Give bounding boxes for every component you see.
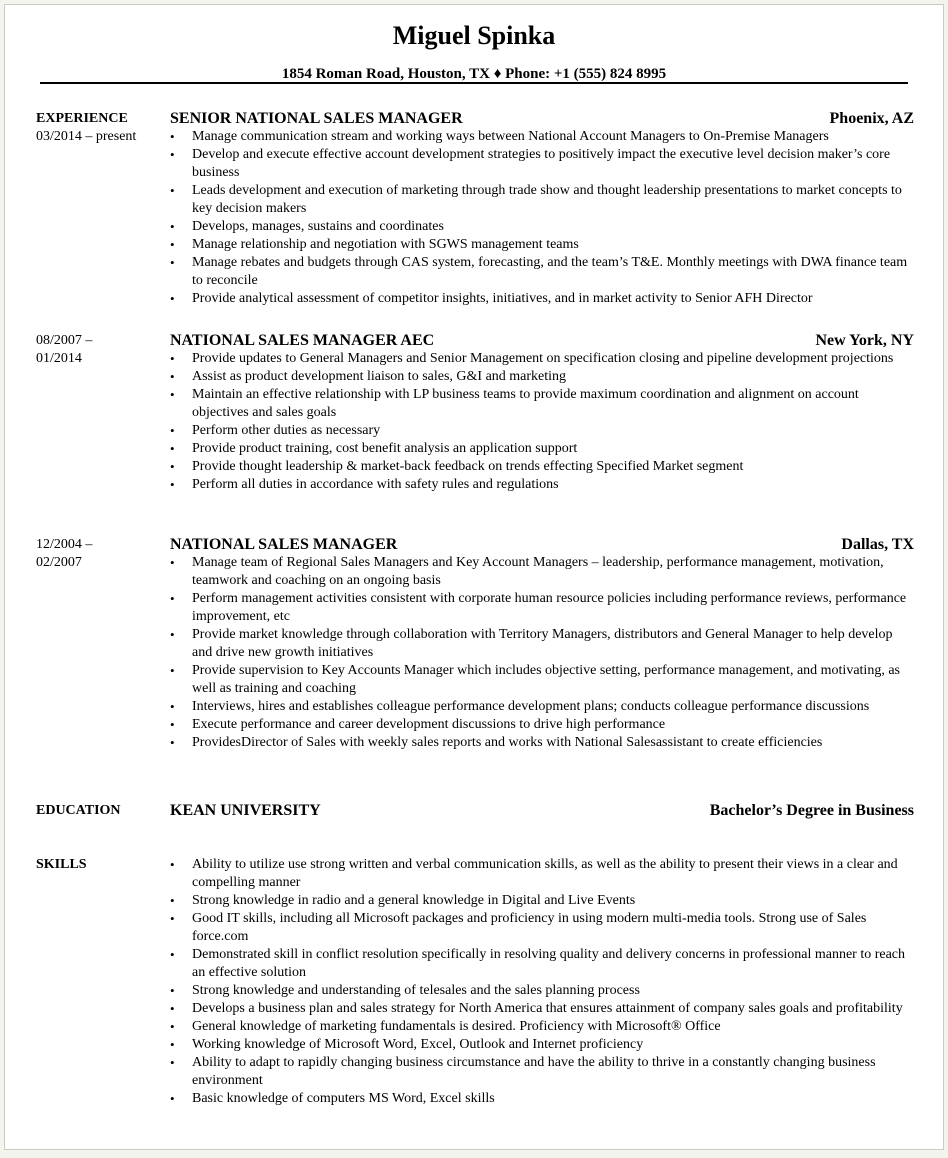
experience-heading: EXPERIENCE: [36, 111, 128, 126]
list-item: • Ability to utilize use strong written and verbal communication skills, as well as the ability to present their views in a clear and compelling manner: [170, 856, 914, 892]
experience-left: [36, 536, 126, 572]
experience-left: [36, 332, 126, 368]
list-item: • Manage relationship and negotiation with SGWS management teams: [170, 236, 914, 254]
entry-header: [170, 536, 914, 554]
list-item: • Perform other duties as necessary: [170, 422, 914, 440]
entry-dates: 12/2004 – 02/2007: [36, 537, 93, 570]
entry-body: [170, 332, 914, 494]
entry-body: [170, 536, 914, 752]
duties-list: [170, 350, 914, 494]
candidate-name: Miguel Spinka: [392, 21, 556, 50]
list-item: • Working knowledge of Microsoft Word, Excel, Outlook and Internet proficiency: [170, 1036, 914, 1054]
school-name: KEAN UNIVERSITY: [170, 802, 321, 819]
duties-list: [170, 128, 914, 308]
education-header: [170, 802, 914, 820]
job-title: SENIOR NATIONAL SALES MANAGER: [170, 110, 463, 127]
skills-left: [36, 856, 164, 874]
duties-list: [170, 554, 914, 752]
list-item: • Perform all duties in accordance with safety rules and regulations: [170, 476, 914, 494]
list-item: • Good IT skills, including all Microsoft packages and proficiency in using modern multi-media tools. Strong use of Sales force.com: [170, 910, 914, 946]
contact-line: 1854 Roman Road, Houston, TX ♦ Phone: +1 (555) 824 8995: [281, 66, 667, 82]
education-left: [36, 802, 164, 820]
education-body: [170, 802, 914, 820]
list-item: • Provide thought leadership & market-back feedback on trends effecting Specified Market segment: [170, 458, 914, 476]
list-item: • Provide market knowledge through collaboration with Territory Managers, distributors and General Manager to help develop and drive new growth initiatives: [170, 626, 914, 662]
skills-body: [170, 856, 914, 1108]
skills-list: [170, 856, 914, 1108]
list-item: • Manage communication stream and working ways between National Account Managers to On-Premise Managers: [170, 128, 914, 146]
header-divider: [40, 82, 908, 84]
list-item: • Provide updates to General Managers and Senior Management on specification closing and pipeline development projections: [170, 350, 914, 368]
job-title: NATIONAL SALES MANAGER: [170, 536, 398, 553]
list-item: • Perform management activities consistent with corporate human resource policies including performance reviews, performance improvement, etc: [170, 590, 914, 626]
list-item: • Leads development and execution of marketing through trade show and thought leadership presentations to market concepts to key decision makers: [170, 182, 914, 218]
job-location: New York, NY: [815, 332, 914, 349]
list-item: • Basic knowledge of computers MS Word, Excel skills: [170, 1090, 914, 1108]
list-item: • Assist as product development liaison to sales, G&I and marketing: [170, 368, 914, 386]
entry-dates: 08/2007 – 01/2014: [36, 333, 93, 366]
entry-body: [170, 110, 914, 308]
list-item: • Strong knowledge in radio and a general knowledge in Digital and Live Events: [170, 892, 914, 910]
list-item: • Strong knowledge and understanding of telesales and the sales planning process: [170, 982, 914, 1000]
list-item: • Provide supervision to Key Accounts Manager which includes objective setting, performance management, and motivating, as well as training and coaching: [170, 662, 914, 698]
entry-header: [170, 332, 914, 350]
degree: Bachelor’s Degree in Business: [709, 802, 914, 819]
list-item: • ProvidesDirector of Sales with weekly sales reports and works with National Salesassistant to create efficiencies: [170, 734, 914, 752]
job-location: Phoenix, AZ: [829, 110, 914, 127]
entry-dates: 03/2014 – present: [36, 129, 137, 144]
education-heading: EDUCATION: [36, 803, 121, 818]
job-location: Dallas, TX: [841, 536, 914, 553]
list-item: • Manage team of Regional Sales Managers and Key Account Managers – leadership, performance management, motivation, teamwork and coaching on an ongoing basis: [170, 554, 914, 590]
list-item: • General knowledge of marketing fundamentals is desired. Proficiency with Microsoft® Office: [170, 1018, 914, 1036]
list-item: • Maintain an effective relationship with LP business teams to provide maximum coordination and alignment on account objectives and sales goals: [170, 386, 914, 422]
list-item: • Interviews, hires and establishes colleague performance development plans; conducts colleague performance discussions: [170, 698, 914, 716]
list-item: • Provide analytical assessment of competitor insights, initiatives, and in market activity to Senior AFH Director: [170, 290, 914, 308]
resume-page: [4, 4, 944, 1150]
list-item: • Develops, manages, sustains and coordinates: [170, 218, 914, 236]
list-item: • Demonstrated skill in conflict resolution specifically in resolving quality and delivery concerns in professional manner to reach an effective solution: [170, 946, 914, 982]
list-item: • Ability to adapt to rapidly changing business circumstance and have the ability to thrive in a constantly changing business environment: [170, 1054, 914, 1090]
list-item: • Execute performance and career development discussions to drive high performance: [170, 716, 914, 734]
job-title: NATIONAL SALES MANAGER AEC: [170, 332, 435, 349]
skills-heading: SKILLS: [36, 857, 87, 872]
list-item: • Provide product training, cost benefit analysis an application support: [170, 440, 914, 458]
entry-header: [170, 110, 914, 128]
list-item: • Manage rebates and budgets through CAS system, forecasting, and the team’s T&E. Monthly meetings with DWA finance team to reconcile: [170, 254, 914, 290]
list-item: • Develop and execute effective account development strategies to positively impact the executive level decision maker’s core business: [170, 146, 914, 182]
experience-left: [36, 110, 164, 146]
list-item: • Develops a business plan and sales strategy for North America that ensures attainment of company sales goals and profitability: [170, 1000, 914, 1018]
